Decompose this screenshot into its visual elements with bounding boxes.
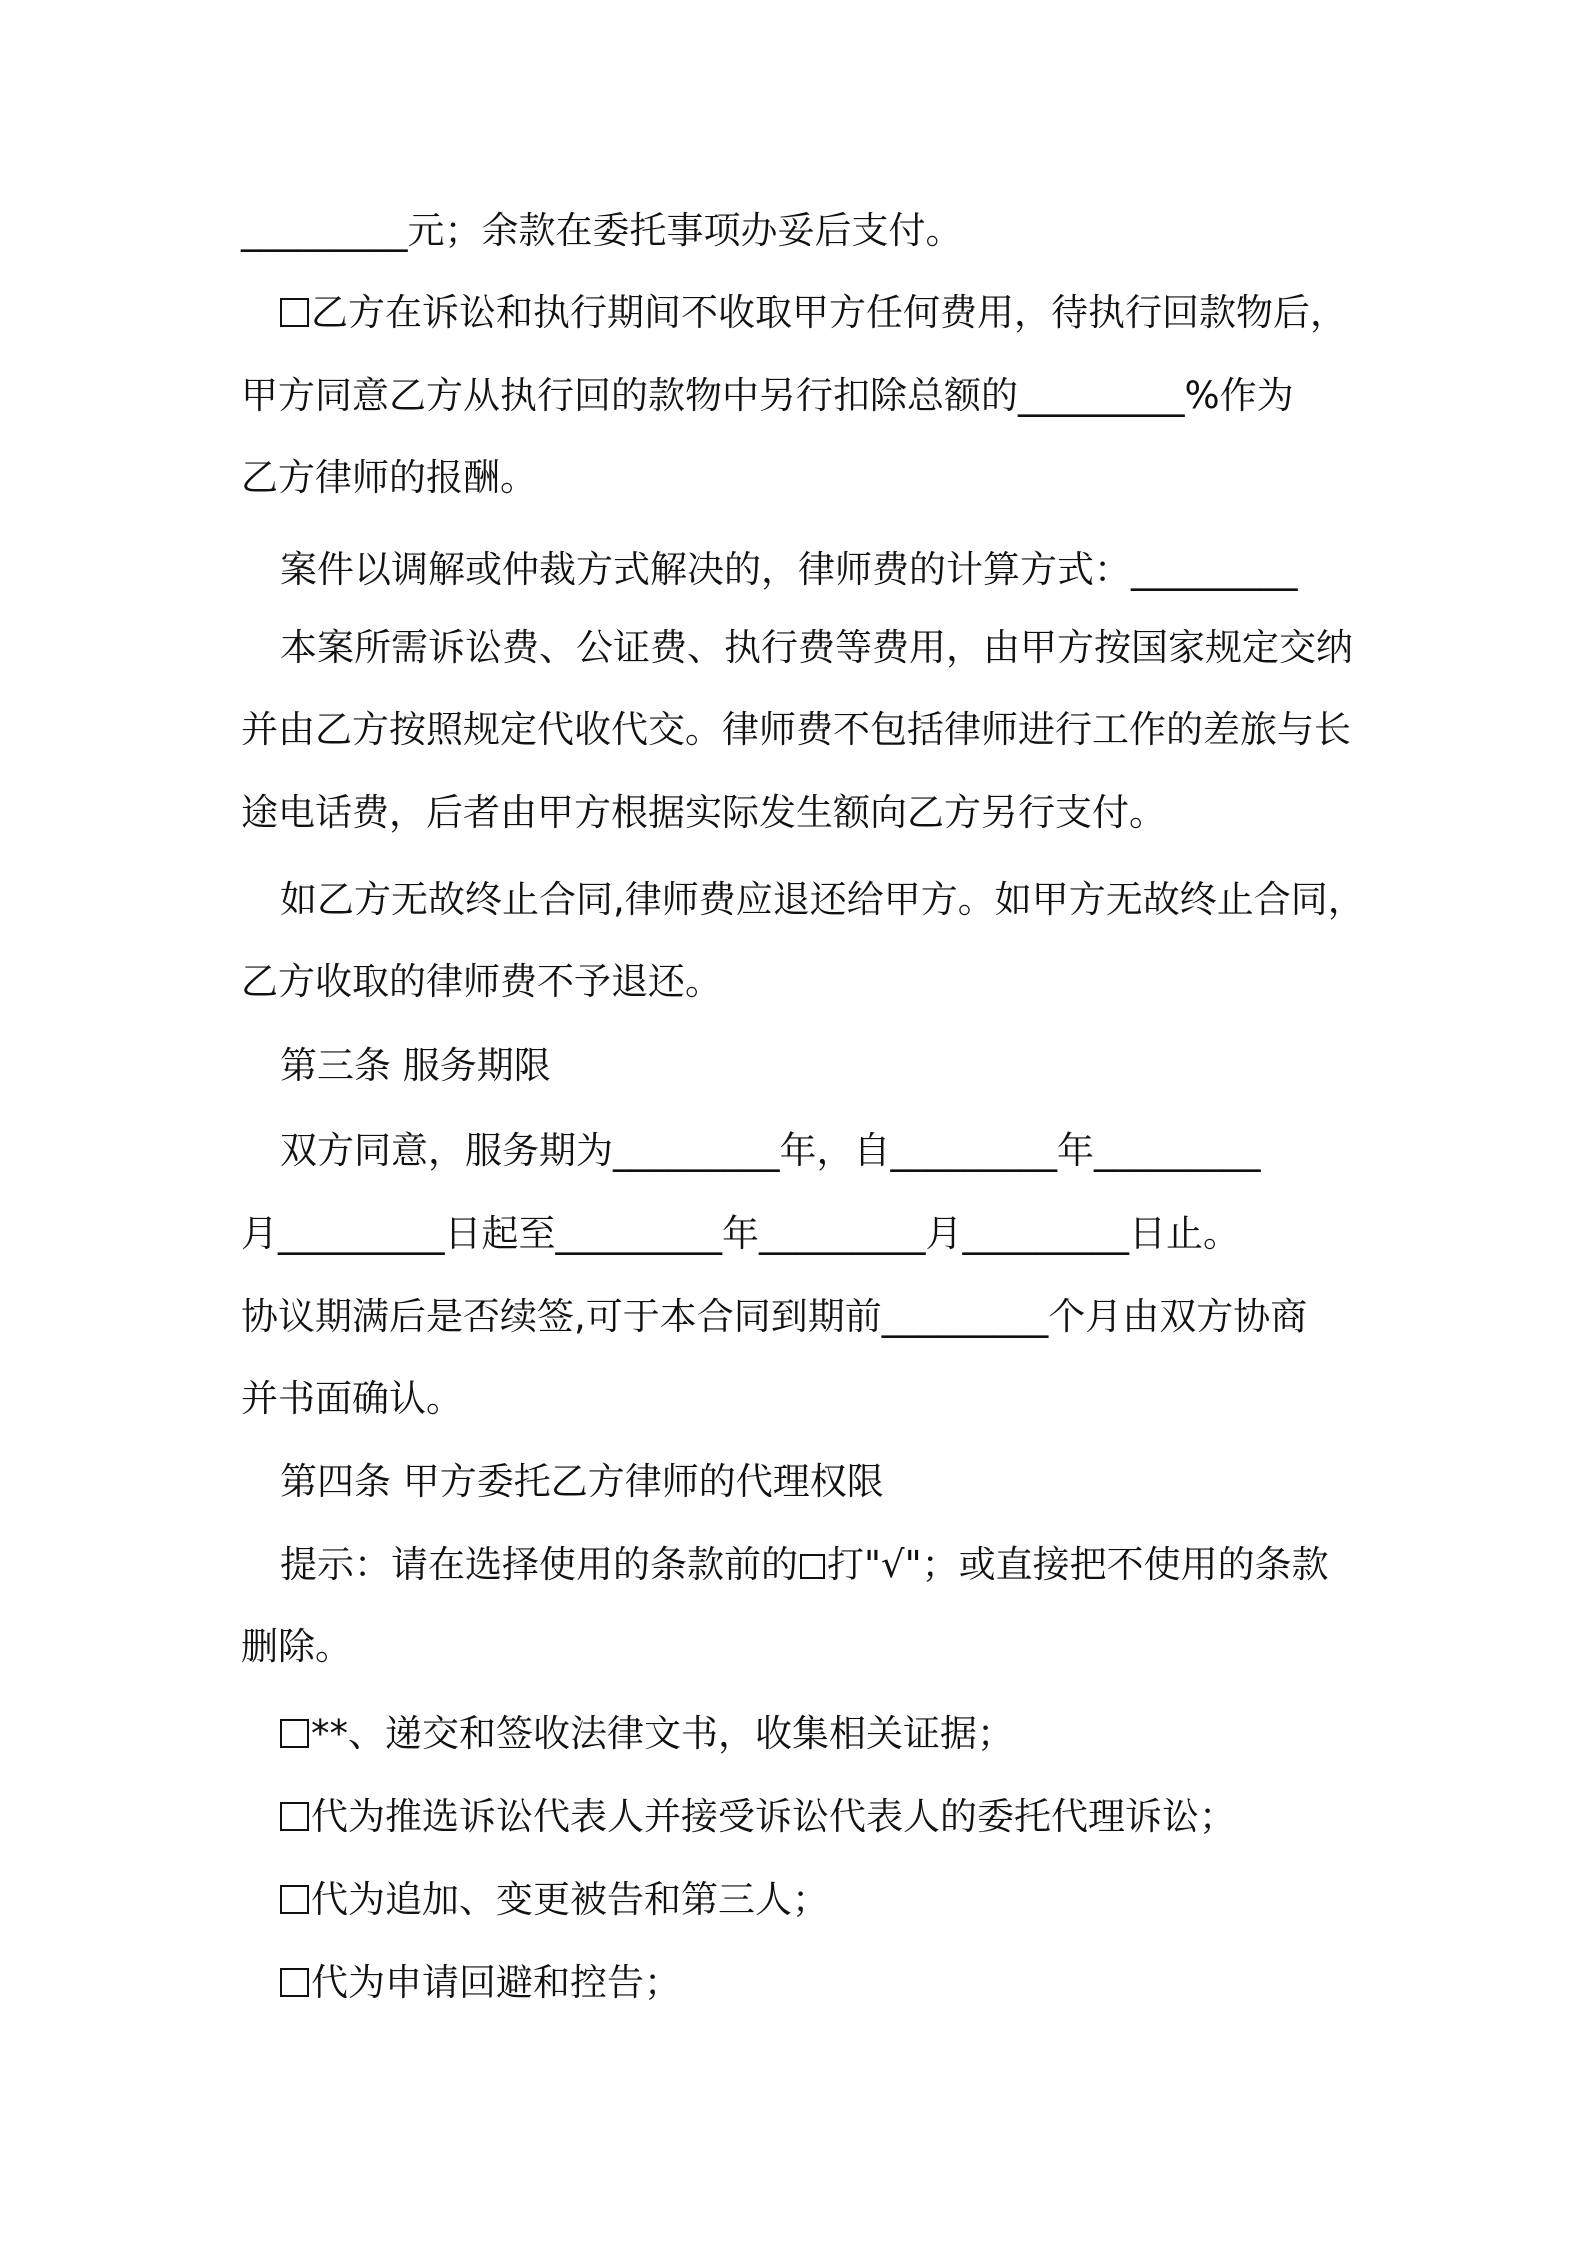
line-text: 乙方律师的报酬。	[241, 456, 537, 499]
checkbox-symbol	[800, 1554, 825, 1579]
text-line	[280, 870, 1400, 930]
line-text: 代为追加、变更被告和第三人；	[311, 1878, 829, 1921]
text-line	[280, 1121, 1400, 1181]
option-line	[280, 1787, 1400, 1847]
option-line	[280, 283, 1400, 343]
line-text: 双方同意，服务期为_________年，自_________年_________	[280, 1129, 1261, 1172]
text-line	[241, 448, 1361, 508]
heading-text: 第三条 服务期限	[280, 1044, 551, 1087]
line-text: 代为申请回避和控告；	[311, 1961, 681, 2004]
hint-line	[280, 1535, 1400, 1595]
line-text: 甲方同意乙方从执行回的款物中另行扣除总额的_________%作为	[241, 374, 1294, 417]
line-text: 并由乙方按照规定代收代交。律师费不包括律师进行工作的差旅与长	[241, 708, 1351, 751]
text-line	[241, 366, 1361, 426]
line-text: 途电话费，后者由甲方根据实际发生额向乙方另行支付。	[241, 791, 1166, 834]
line-text: 本案所需诉讼费、公证费、执行费等费用，由甲方按国家规定交纳	[280, 626, 1353, 669]
line-text: 乙方收取的律师费不予退还。	[241, 960, 722, 1003]
line-text: 删除。	[241, 1625, 352, 1668]
checkbox[interactable]	[280, 1968, 309, 1997]
text-line	[241, 952, 1361, 1012]
section-heading	[280, 1036, 1400, 1096]
text-line	[241, 201, 1361, 261]
text-line	[280, 618, 1400, 678]
line-text: _________元；余款在委托事项办妥后支付。	[241, 209, 963, 252]
text-line	[241, 783, 1361, 843]
text-line	[280, 540, 1400, 600]
option-line	[280, 1870, 1400, 1930]
line-text: 打"√"；或直接把不使用的条款	[827, 1543, 1329, 1586]
line-text: 协议期满后是否续签,可于本合同到期前_________个月由双方协商	[241, 1295, 1308, 1338]
line-text: 代为推选诉讼代表人并接受诉讼代表人的委托代理诉讼；	[311, 1795, 1236, 1838]
text-line	[241, 1369, 1361, 1429]
text-line	[241, 1617, 1361, 1677]
text-line	[241, 700, 1361, 760]
text-line	[241, 1287, 1361, 1347]
line-text: 并书面确认。	[241, 1377, 463, 1420]
line-text: **、递交和签收法律文书，收集相关证据；	[311, 1712, 1014, 1755]
hint-prefix: 提示：请在选择使用的条款前的	[280, 1543, 798, 1586]
line-text: 案件以调解或仲裁方式解决的，律师费的计算方式：_________	[280, 548, 1298, 591]
section-heading	[280, 1452, 1400, 1512]
checkbox[interactable]	[280, 298, 309, 327]
line-text: 月_________日起至_________年_________月_________日止。	[241, 1212, 1240, 1255]
checkbox[interactable]	[280, 1802, 309, 1831]
checkbox[interactable]	[280, 1885, 309, 1914]
heading-text: 第四条 甲方委托乙方律师的代理权限	[280, 1460, 884, 1503]
option-line	[280, 1953, 1400, 2013]
line-text: 乙方在诉讼和执行期间不收取甲方任何费用，待执行回款物后，	[311, 291, 1347, 334]
line-text: 如乙方无故终止合同,律师费应退还给甲方。如甲方无故终止合同，	[280, 878, 1365, 921]
option-line	[280, 1704, 1400, 1764]
text-line	[241, 1204, 1361, 1264]
checkbox[interactable]	[280, 1719, 309, 1748]
